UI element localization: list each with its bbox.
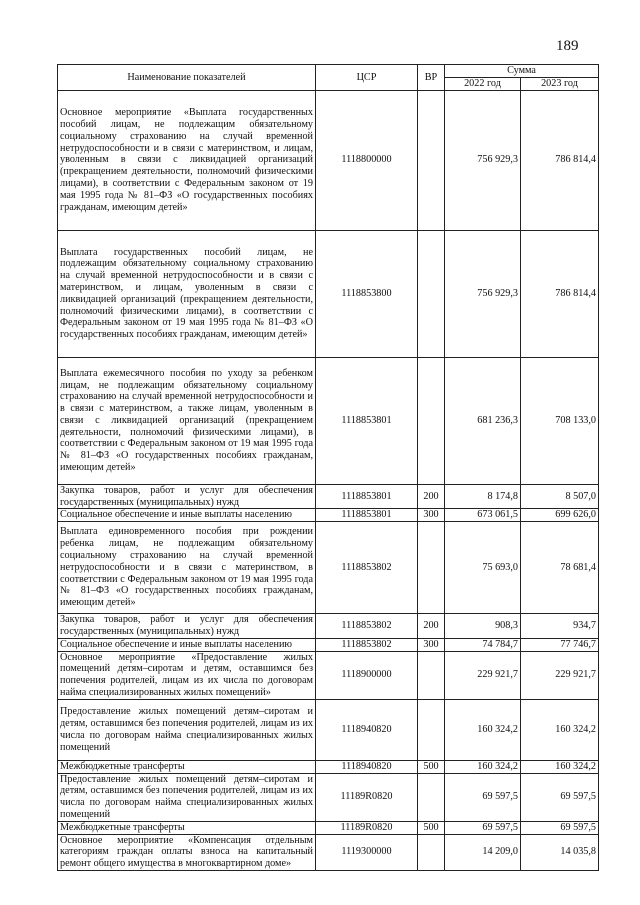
table-row — [58, 614, 599, 639]
row-value-2023: 78 681,4 — [521, 522, 599, 614]
row-csr: 1118940820 — [316, 760, 418, 773]
row-csr: 1118940820 — [316, 699, 418, 760]
row-csr: 1118853801 — [316, 357, 418, 484]
row-name: Социальное обеспечение и иные выплаты населению — [58, 638, 316, 651]
row-name: Предоставление жилых помещений детям–сиротам и детям, оставшимся без попечения родителей, лицам из их числа по договорам найма специализированных жилых помещений — [58, 773, 316, 821]
table-row — [58, 357, 599, 484]
row-csr: 1118853801 — [316, 484, 418, 509]
table-row — [58, 522, 599, 614]
row-vr: 300 — [418, 638, 445, 651]
row-name: Межбюджетные трансферты — [58, 760, 316, 773]
row-value-2022: 229 921,7 — [445, 651, 521, 699]
row-name: Межбюджетные трансферты — [58, 821, 316, 834]
row-name: Предоставление жилых помещений детям–сиротам и детям, оставшимся без попечения родителей, лицам из их числа по договорам найма специализированных жилых помещений — [58, 699, 316, 760]
table-row — [58, 651, 599, 699]
row-value-2022: 681 236,3 — [445, 357, 521, 484]
row-vr: 200 — [418, 614, 445, 639]
row-name: Закупка товаров, работ и услуг для обеспечения государственных (муниципальных) нужд — [58, 614, 316, 639]
row-name: Выплата единовременного пособия при рождении ребенка лицам, не подлежащим обязательному социальному страхованию на случай временной нетрудоспособности и в связи с материнством, в соответствии с Федеральным законом от 19 мая 1995 года № 81–ФЗ «О государственных пособиях гражданам, имеющим детей» — [58, 522, 316, 614]
row-csr: 1118853802 — [316, 522, 418, 614]
row-csr: 11189R0820 — [316, 821, 418, 834]
row-csr: 11189R0820 — [316, 773, 418, 821]
row-value-2023: 229 921,7 — [521, 651, 599, 699]
header-name: Наименование показателей — [58, 65, 316, 91]
row-vr — [418, 773, 445, 821]
header-year-2023: 2023 год — [521, 78, 599, 91]
row-value-2023: 8 507,0 — [521, 484, 599, 509]
page-number: 189 — [556, 38, 579, 54]
table-row — [58, 699, 599, 760]
row-name: Основное мероприятие «Компенсация отдельным категориям граждан оплаты взноса на капитальный ремонт общего имущества в многоквартирном доме» — [58, 834, 316, 870]
row-value-2023: 77 746,7 — [521, 638, 599, 651]
row-vr — [418, 834, 445, 870]
row-csr: 1118800000 — [316, 90, 418, 230]
row-value-2022: 75 693,0 — [445, 522, 521, 614]
row-name: Основное мероприятие «Выплата государственных пособий лицам, не подлежащим обязательному социальному страхованию на случай временной нетрудоспособности и в связи с материнством, и лицам, уволенным в связи с ликвидацией организаций (прекращением деятельности, полномочий физическими лицами), в соответствии с Федеральным законом от 19 мая 1995 года № 81–ФЗ «О государственных пособиях гражданам, имеющим детей» — [58, 90, 316, 230]
row-vr — [418, 230, 445, 357]
row-csr: 1118853802 — [316, 638, 418, 651]
row-value-2022: 69 597,5 — [445, 773, 521, 821]
row-value-2022: 756 929,3 — [445, 90, 521, 230]
table-row — [58, 638, 599, 651]
row-value-2022: 69 597,5 — [445, 821, 521, 834]
row-value-2022: 756 929,3 — [445, 230, 521, 357]
row-vr: 300 — [418, 509, 445, 522]
row-vr: 500 — [418, 760, 445, 773]
row-name: Закупка товаров, работ и услуг для обеспечения государственных (муниципальных) нужд — [58, 484, 316, 509]
header-vr: ВР — [418, 65, 445, 91]
row-vr: 500 — [418, 821, 445, 834]
row-value-2023: 786 814,4 — [521, 230, 599, 357]
row-name: Социальное обеспечение и иные выплаты населению — [58, 509, 316, 522]
row-csr: 1118853801 — [316, 509, 418, 522]
header-csr: ЦСР — [316, 65, 418, 91]
table-row — [58, 821, 599, 834]
row-value-2022: 673 061,5 — [445, 509, 521, 522]
table-row — [58, 484, 599, 509]
table-row — [58, 773, 599, 821]
row-name: Выплата государственных пособий лицам, не подлежащим обязательному социальному страхованию на случай временной нетрудоспособности и в связи с материнством, и лицам, уволенным в связи с ликвидацией организаций (прекращением деятельности, полномочий физическими лицами), в соответствии с Федеральным законом от 19 мая 1995 года № 81–ФЗ «О государственных пособиях гражданам, имеющим детей» — [58, 230, 316, 357]
row-value-2023: 934,7 — [521, 614, 599, 639]
row-value-2022: 160 324,2 — [445, 760, 521, 773]
row-vr — [418, 522, 445, 614]
table-row — [58, 760, 599, 773]
row-value-2023: 14 035,8 — [521, 834, 599, 870]
row-value-2022: 8 174,8 — [445, 484, 521, 509]
row-csr: 1119300000 — [316, 834, 418, 870]
header-year-2022: 2022 год — [445, 78, 521, 91]
header-sum: Сумма — [445, 65, 599, 78]
table-row — [58, 90, 599, 230]
row-csr: 1118853800 — [316, 230, 418, 357]
budget-table — [57, 64, 599, 871]
row-value-2023: 160 324,2 — [521, 699, 599, 760]
row-value-2022: 908,3 — [445, 614, 521, 639]
row-vr — [418, 90, 445, 230]
row-vr — [418, 699, 445, 760]
row-csr: 1118900000 — [316, 651, 418, 699]
row-value-2023: 160 324,2 — [521, 760, 599, 773]
row-value-2023: 708 133,0 — [521, 357, 599, 484]
row-vr: 200 — [418, 484, 445, 509]
row-value-2022: 14 209,0 — [445, 834, 521, 870]
table-row — [58, 230, 599, 357]
table-row — [58, 834, 599, 870]
row-value-2023: 69 597,5 — [521, 773, 599, 821]
table-row — [58, 509, 599, 522]
row-csr: 1118853802 — [316, 614, 418, 639]
row-value-2023: 699 626,0 — [521, 509, 599, 522]
row-name: Основное мероприятие «Предоставление жилых помещений детям–сиротам и детям, оставшимся без попечения родителей, лицам из их числа по договорам найма специализированных жилых помещений» — [58, 651, 316, 699]
row-value-2023: 786 814,4 — [521, 90, 599, 230]
row-value-2022: 74 784,7 — [445, 638, 521, 651]
row-name: Выплата ежемесячного пособия по уходу за ребенком лицам, не подлежащим обязательному социальному страхованию на случай временной нетрудоспособности и в связи с материнством, а также лицам, уволенным в связи с ликвидацией организаций (прекращением деятельности, полномочий физическими лицами), в соответствии с Федеральным законом от 19 мая 1995 года № 81–ФЗ «О государственных пособиях гражданам, имеющим детей» — [58, 357, 316, 484]
row-value-2023: 69 597,5 — [521, 821, 599, 834]
row-value-2022: 160 324,2 — [445, 699, 521, 760]
row-vr — [418, 651, 445, 699]
row-vr — [418, 357, 445, 484]
